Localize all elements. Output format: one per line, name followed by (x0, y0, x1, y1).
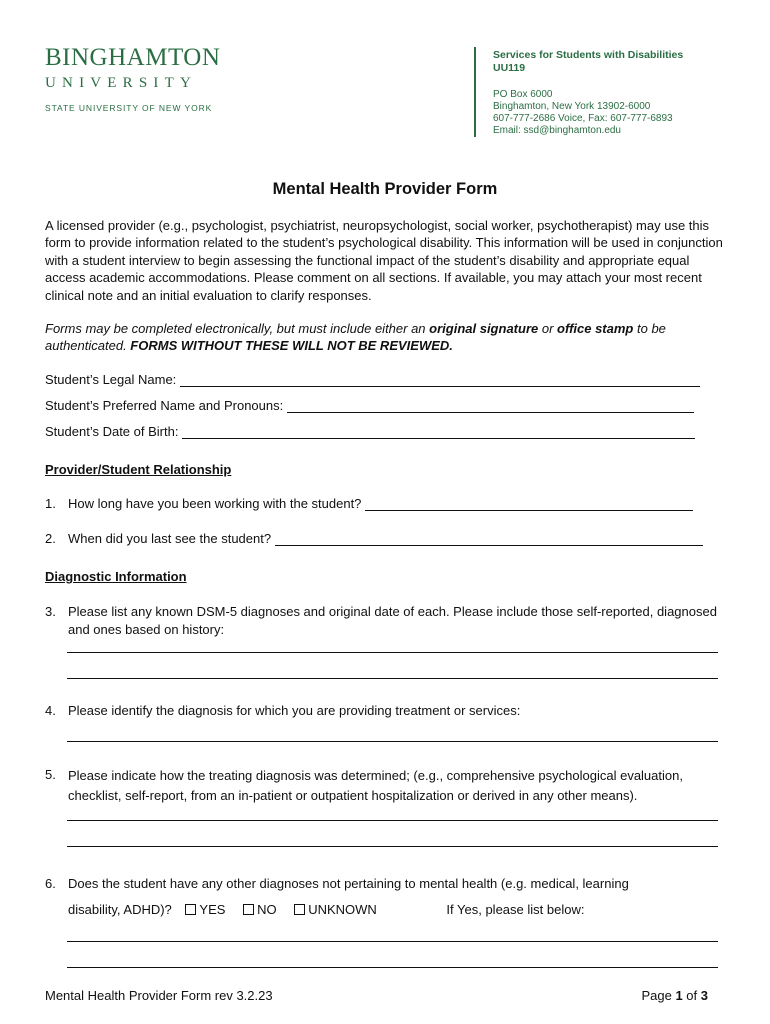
question-4-text: Please identify the diagnosis for which you are providing treatment or services: (68, 703, 521, 718)
dob-field[interactable] (182, 424, 695, 439)
header-divider (474, 47, 476, 137)
question-2-number: 2. (45, 531, 56, 546)
notice-text-2: or (538, 321, 558, 336)
notice-paragraph (45, 320, 735, 355)
question-1 (45, 496, 693, 511)
question-5-text: Please indicate how the treating diagnosis was determined; (e.g., comprehensive psychological evaluation, checklist, self-report, from an in-patient or outpatient hospitalization or derived in any other means). (68, 768, 683, 803)
question-4-number: 4. (45, 703, 56, 718)
option-yes-label: YES (199, 902, 226, 917)
office-name: Services for Students with Disabilities (493, 49, 684, 61)
section-relationship: Provider/Student Relationship (45, 462, 232, 477)
question-6 (45, 875, 735, 893)
logo-university: UNIVERSITY (45, 75, 197, 91)
notice-text-3: to be authenticated. (45, 321, 666, 354)
option-yes[interactable] (185, 902, 225, 917)
footer-form-rev: Mental Health Provider Form rev 3.2.23 (45, 988, 273, 1003)
question-2-text: When did you last see the student? (68, 531, 272, 546)
question-2-field[interactable] (275, 531, 703, 546)
page-prefix: Page (641, 988, 676, 1003)
option-unknown[interactable] (294, 902, 377, 917)
question-6-number: 6. (45, 876, 56, 891)
question-5-line-1[interactable] (67, 820, 718, 821)
no-checkbox[interactable] (243, 904, 254, 915)
option-no-label: NO (257, 902, 277, 917)
option-unknown-label: UNKNOWN (308, 902, 377, 917)
question-4 (45, 702, 725, 720)
legal-name-field[interactable] (180, 372, 700, 387)
question-6-line-1[interactable] (67, 941, 718, 942)
notice-text-1: Forms may be completed electronically, but must include either an (45, 321, 430, 336)
section-diagnostic: Diagnostic Information (45, 569, 187, 584)
notice-bold-2: office stamp (557, 321, 634, 336)
address-line2: Binghamton, New York 13902-6000 (493, 101, 651, 112)
question-3-number: 3. (45, 604, 56, 619)
notice-bold-3: FORMS WITHOUT THESE WILL NOT BE REVIEWED. (130, 338, 453, 354)
question-1-text: How long have you been working with the student? (68, 496, 362, 511)
notice-bold-1: original signature (429, 321, 539, 336)
question-6-text-line2: disability, ADHD)? (68, 902, 172, 917)
question-2 (45, 531, 703, 546)
email-line: Email: ssd@binghamton.edu (493, 125, 621, 136)
page-current: 1 (675, 988, 683, 1003)
question-5-line-2[interactable] (67, 846, 718, 847)
intro-paragraph: A licensed provider (e.g., psychologist, psychiatrist, neuropsychologist, social worker, psychotherapist) may use this form to provide information related to the student’s psychological disability. This information will be used in conjunction with a student interview to begin assessing the functional impact of the student’s disability and appropriate equal access academic accommodations. Please comment on all sections. If available, you may attach your most recent clinical note and an initial evaluation to clarify responses. (45, 218, 723, 303)
question-6-list-label: If Yes, please list below: (446, 902, 585, 917)
question-6-line-2[interactable] (67, 967, 718, 968)
question-6-options-row (68, 901, 584, 919)
option-no[interactable] (243, 902, 277, 917)
page-of: of (682, 988, 701, 1003)
page-title: Mental Health Provider Form (272, 180, 498, 198)
office-code: UU119 (493, 62, 526, 74)
address-line1: PO Box 6000 (493, 89, 553, 100)
legal-name-label: Student’s Legal Name: (45, 372, 177, 387)
preferred-name-row (45, 398, 694, 413)
preferred-name-field[interactable] (287, 398, 694, 413)
question-5 (45, 766, 735, 806)
unknown-checkbox[interactable] (294, 904, 305, 915)
question-3-line-1[interactable] (67, 652, 718, 653)
question-4-line-1[interactable] (67, 741, 718, 742)
question-3-text: Please list any known DSM-5 diagnoses and original date of each. Please include those self-reported, diagnosed and ones based on history: (68, 604, 717, 637)
page-number (641, 988, 708, 1003)
question-5-number: 5. (45, 767, 56, 782)
dob-label: Student’s Date of Birth: (45, 424, 179, 439)
phone-line: 607-777-2686 Voice, Fax: 607-777-6893 (493, 113, 673, 124)
question-3-line-2[interactable] (67, 678, 718, 679)
preferred-name-label: Student’s Preferred Name and Pronouns: (45, 398, 284, 413)
question-1-number: 1. (45, 496, 56, 511)
dob-row (45, 424, 695, 439)
office-contact-block (493, 49, 683, 137)
question-1-field[interactable] (365, 496, 693, 511)
university-logo (45, 44, 230, 113)
question-3 (45, 603, 725, 639)
logo-system: STATE UNIVERSITY OF NEW YORK (45, 103, 213, 113)
yes-checkbox[interactable] (185, 904, 196, 915)
page-total: 3 (700, 988, 708, 1003)
logo-name: BINGHAMTON (45, 44, 221, 71)
question-6-text-line1: Does the student have any other diagnoses not pertaining to mental health (e.g. medical, learning (68, 876, 629, 891)
legal-name-row (45, 372, 700, 387)
